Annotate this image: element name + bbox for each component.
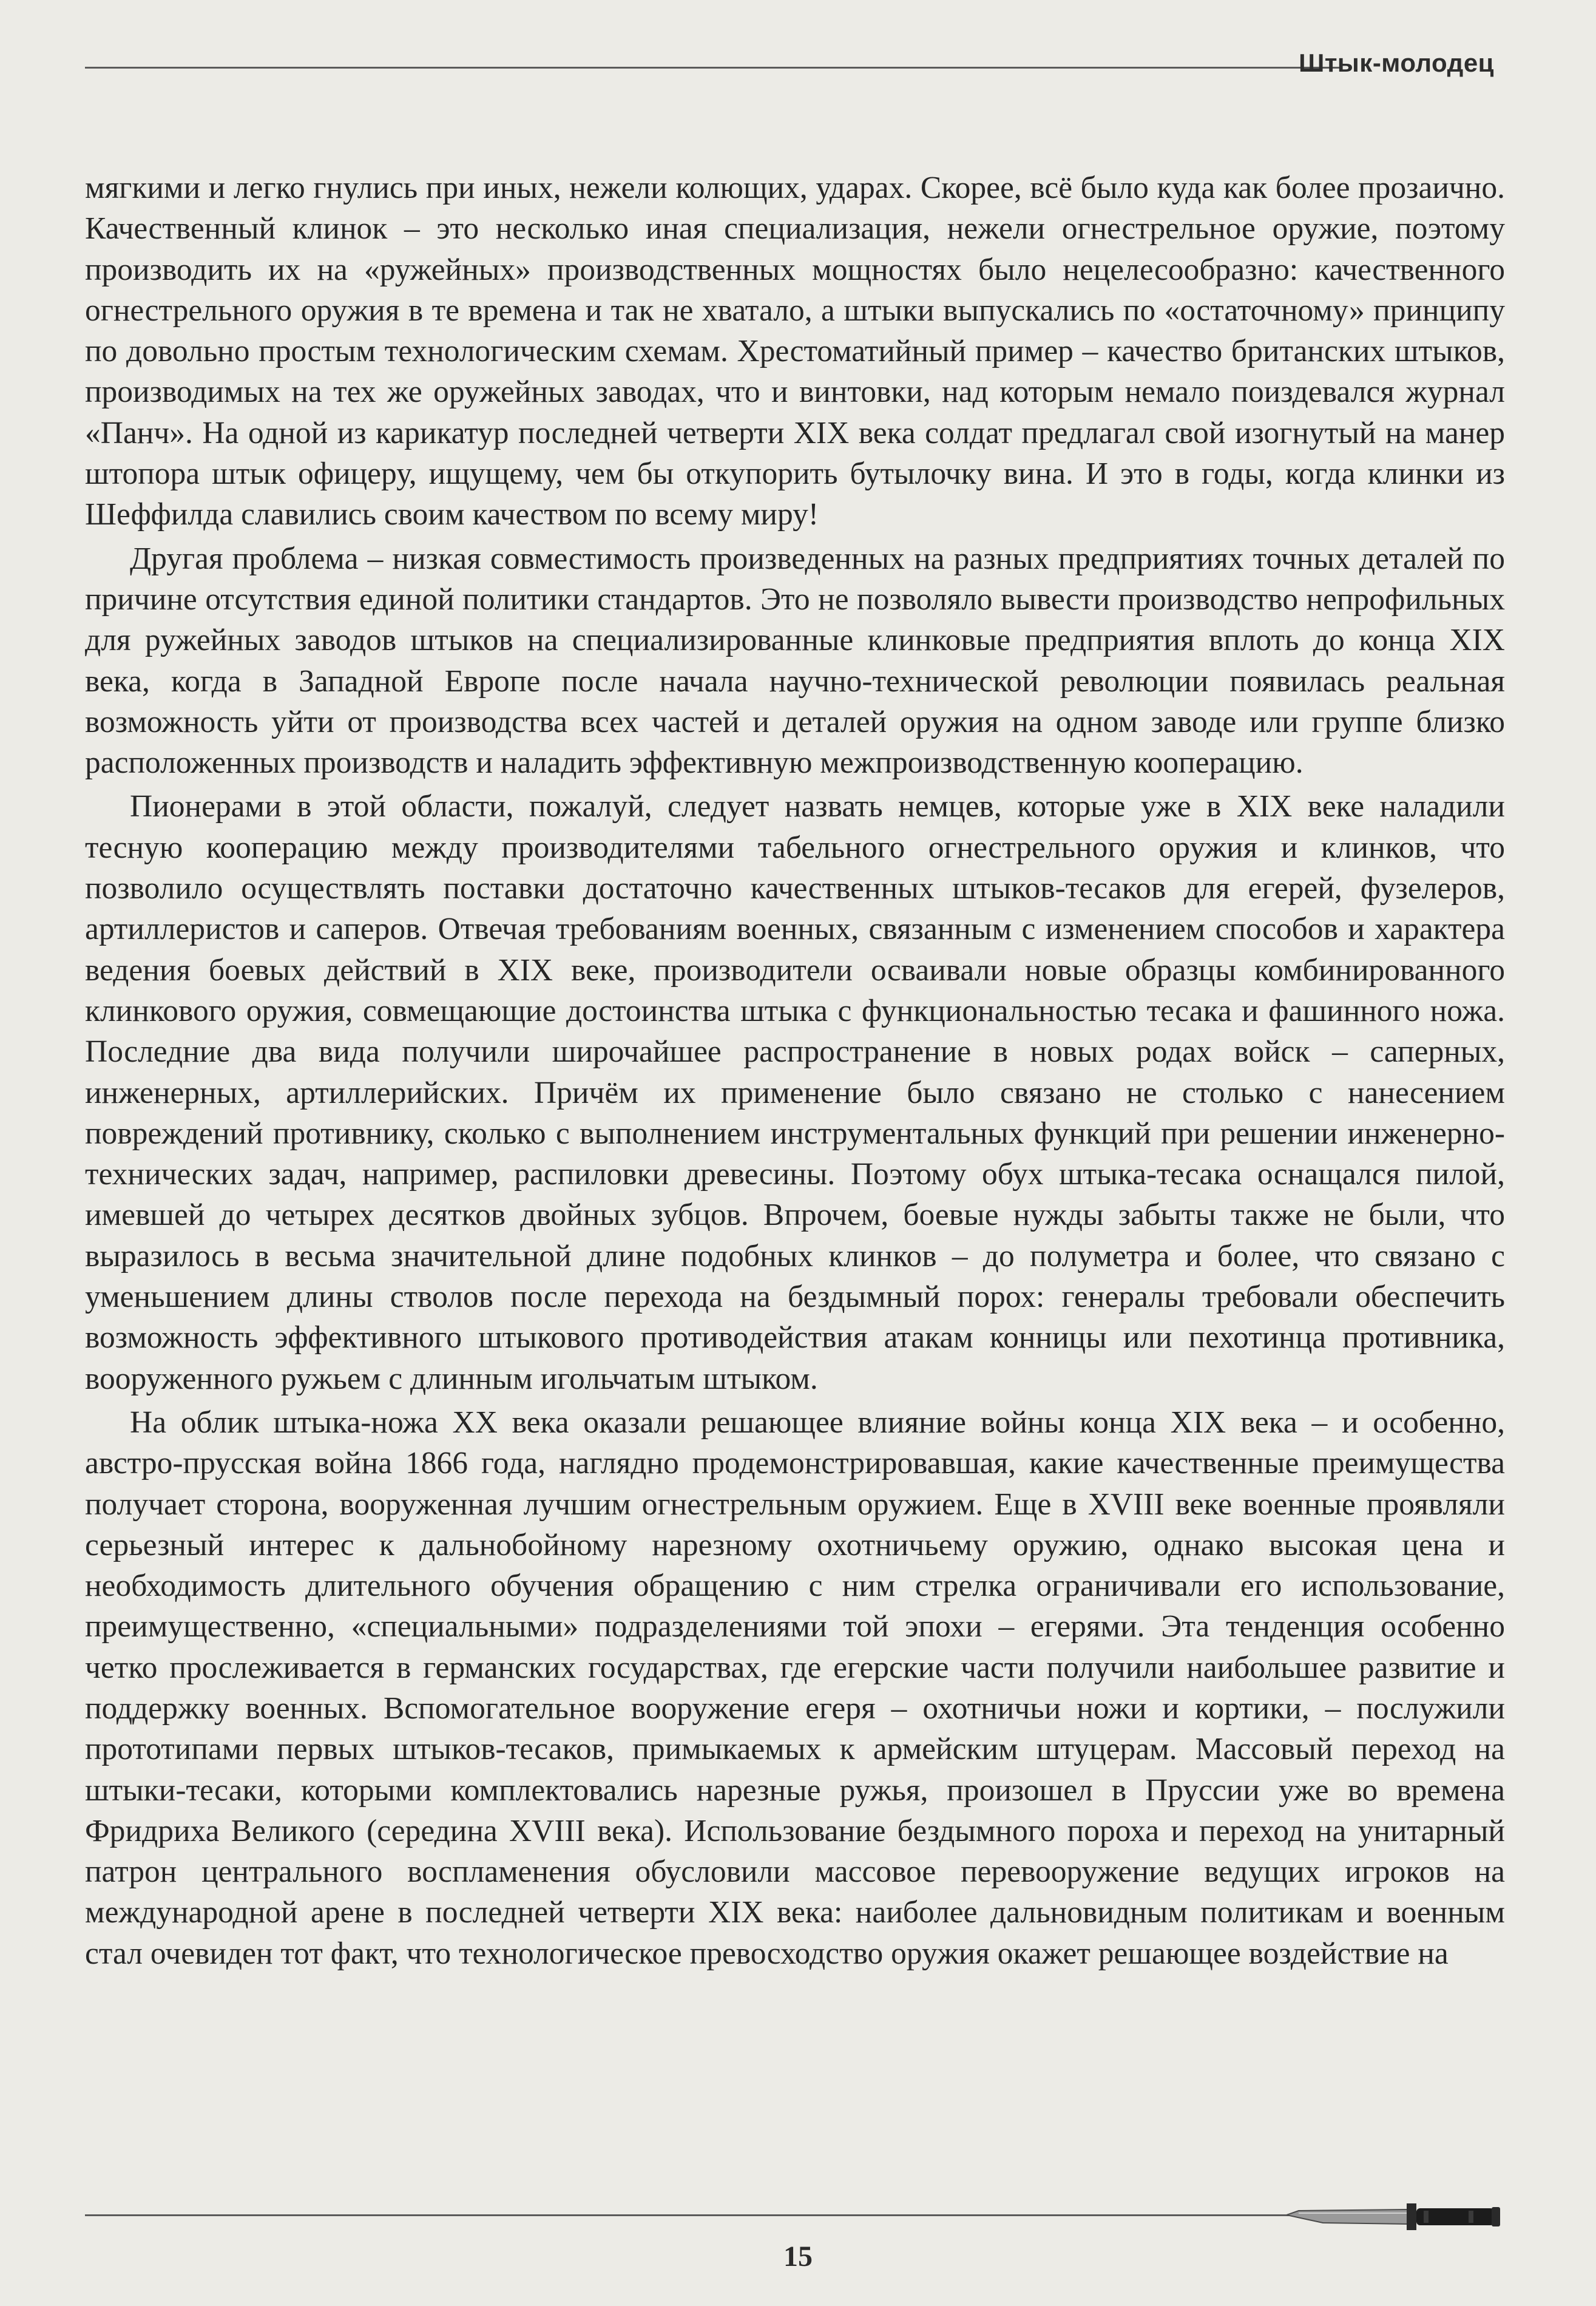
paragraph-2: Другая проблема – низкая совместимость произведенных на разных предприятиях точных деталей по причине отсутствия единой политики стандартов. Это не позволяло вывести производство непрофильных для ружейных заводов штыков на специализированные клинковые предприятия вплоть до конца XIX века, когда в Западной Европе после начала научно-технической революции появилась реальная возможность уйти от производства всех частей и деталей оружия на одном заводе или группе близко расположенных производств и наладить эффективную межпроизводственную кооперацию. [85,541,1505,781]
header-rule [85,67,1341,69]
paragraph-4: На облик штыка-ножа XX века оказали решающее влияние войны конца XIX века – и особенно, австро-прусская война 1866 года, наглядно продемонстрировавшая, какие качественные преимущества получает сторона, вооруженная лучшим огнестрельным оружием. Еще в XVIII веке военные проявляли серьезный интерес к дальнобойному нарезному охотничьему оружию, однако высокая цена и необходимость длительного обучения обращению с ним стрелка ограничивали его использование, преимущественно, «специальными» подразделениями той эпохи – егерями. Эта тенденция особенно четко прослеживается в германских государствах, где егерские части получили наибольшее развитие и поддержку военных. Вспомогательное вооружение егеря – охотничьи ножи и кортики, – послужили прототипами первых штыков-тесаков, примыкаемых к армейским штуцерам. Массовый переход на штыки-тесаки, которыми комплектовались нарезные ружья, произошел в Пруссии уже во времена Фридриха Великого (середина XVIII века). Использование бездымного пороха и переход на унитарный патрон центрального воспламенения обусловили массовое перевооружение ведущих игроков на международной арене в последней четверти XIX века: наиболее дальновидным политикам и военным стал очевиден тот факт, что технологическое превосходство оружия окажет решающее воздействие на [85,1405,1505,1971]
running-head: Штык-молодец [1299,49,1494,77]
bayonet-icon [1287,2199,1505,2235]
paragraph-1: мягкими и легко гнулись при иных, нежели колющих, ударах. Скорее, всё было куда как более прозаично. Качественный клинок – это несколько иная специализация, нежели огнестрельное оружие, поэтому производить их на «ружейных» производственных мощностях было нецелесообразно: качественного огнестрельного оружия в те времена и так не хватало, а штыки выпускались по «остаточному» принципу по довольно простым технологическим схемам. Хрестоматийный пример – качество британских штыков, производимых на тех же оружейных заводах, что и винтовки, над которым немало поиздевался журнал «Панч». На одной из карикатур последней четверти XIX века солдат предлагал свой изогнутый на манер штопора штык офицеру, ищущему, чем бы откупорить бутылочку вина. И это в годы, когда клинки из Шеффилда славились своим качеством по всему миру! [85,171,1505,532]
page-number: 15 [783,2240,813,2273]
paragraph-3: Пионерами в этой области, пожалуй, следует назвать немцев, которые уже в XIX веке наладили тесную кооперацию между производителями табельного огнестрельного оружия и клинков, что позволило осуществлять поставки достаточно качественных штыков-тесаков для егерей, фузелеров, артиллеристов и саперов. Отвечая требованиям военных, связанным с изменением способов и характера ведения боевых действий в XIX веке, производители осваивали новые образцы комбинированного клинкового оружия, совмещающие достоинства штыка с функциональностью тесака и фашинного ножа. Последние два вида получили широчайшее распространение в новых родах войск – саперных, инженерных, артиллерийских. Причём их применение было связано не столько с нанесением повреждений противнику, сколько с выполнением инструментальных функций при решении инженерно-технических задач, например, распиловки древесины. Поэтому обух штыка-тесака оснащался пилой, имевшей до четырех десятков двойных зубцов. Впрочем, боевые нужды забыты также не были, что выразилось в весьма значительной длине подобных клинков – до полуметра и более, что связано с уменьшением длины стволов после перехода на бездымный порох: генералы требовали обеспечить возможность эффективного штыкового противодействия атакам конницы или пехотинца противника, вооруженного ружьем с длинным игольчатым штыком. [85,789,1505,1396]
footer-rule [85,2214,1347,2216]
body-text [85,168,1505,1977]
